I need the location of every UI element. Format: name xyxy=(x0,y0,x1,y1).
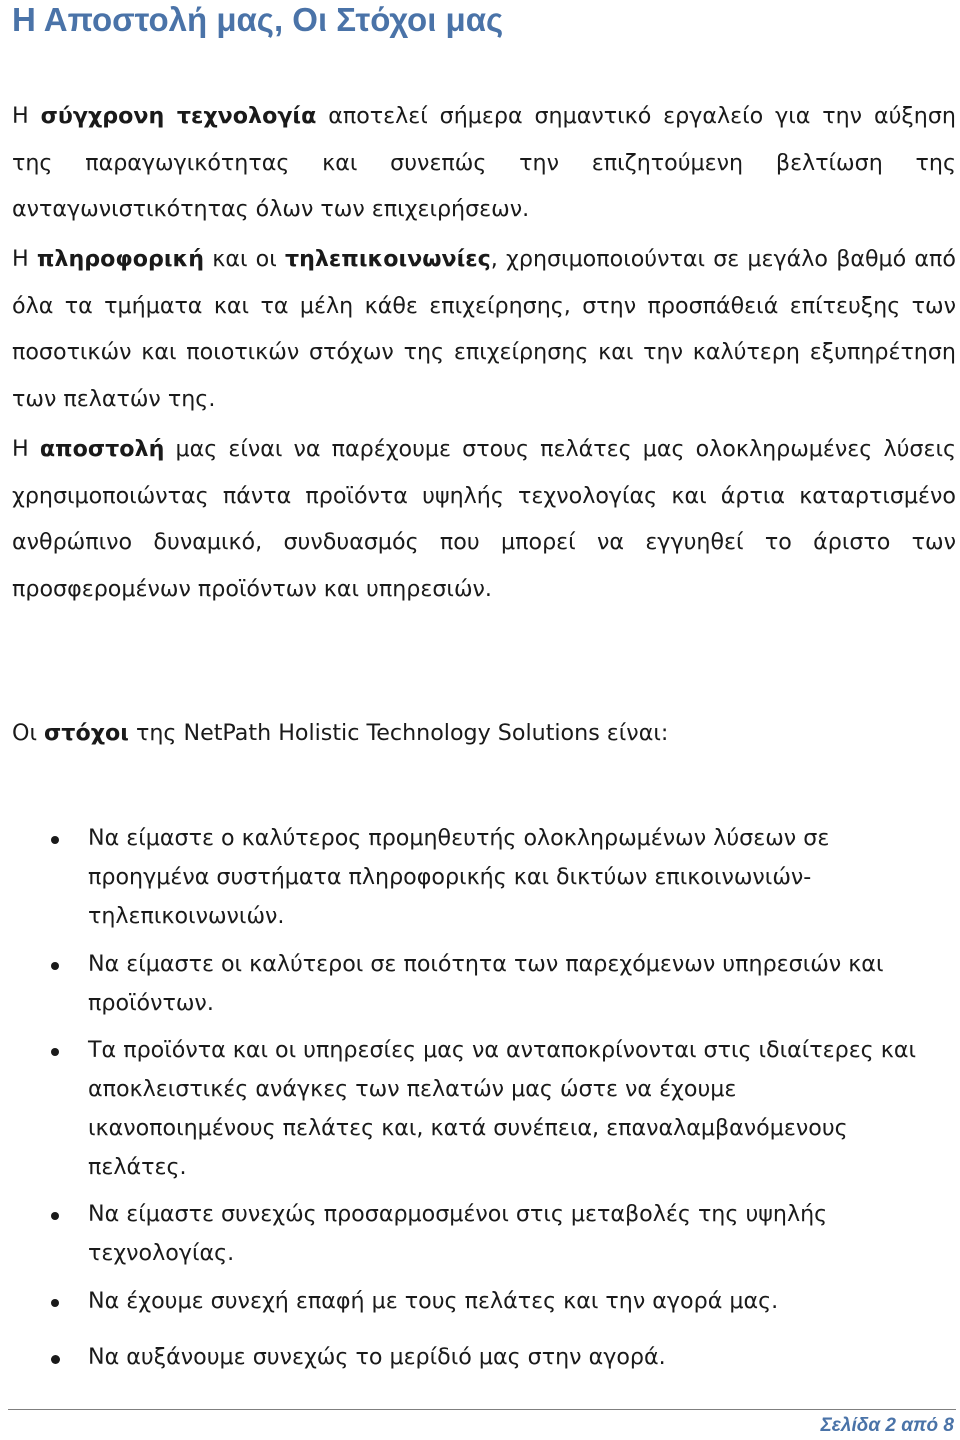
paragraph-text: Η xyxy=(12,436,40,462)
list-item-text: Να αυξάνουμε συνεχώς το μερίδιό μας στην αγορά. xyxy=(88,1344,666,1370)
paragraph-bold-term: αποστολή xyxy=(39,436,165,462)
list-item xyxy=(0,945,960,1023)
paragraph-bold-term: σύγχρονη τεχνολογία xyxy=(40,103,317,129)
paragraph-bold-term: πληροφορική xyxy=(36,246,205,272)
list-item-text: Να είμαστε ο καλύτερος προμηθευτής ολοκληρωμένων λύσεων σε προηγμένα συστήματα πληροφορικής και δικτύων επικοινωνιών-τηλεπικοινωνιών. xyxy=(88,825,830,929)
bullet-icon xyxy=(51,1048,59,1056)
list-item-text: Να έχουμε συνεχή επαφή με τους πελάτες και την αγορά μας. xyxy=(88,1288,779,1314)
paragraph-bold-term: τηλεπικοινωνίες xyxy=(284,246,491,272)
list-item xyxy=(0,1282,960,1321)
paragraph-technology xyxy=(12,93,956,233)
bullet-icon xyxy=(51,836,59,844)
paragraph-text: Η xyxy=(12,103,41,129)
page-number: Σελίδα 2 από 8 xyxy=(820,1415,954,1436)
paragraph-goals-intro xyxy=(12,710,956,757)
paragraph-bold-term: στόχοι xyxy=(44,720,129,746)
paragraph-text: μας είναι να παρέχουμε στους πελάτες μας ολοκληρωμένες λύσεις χρησιμοποιώντας πάντα προϊόντα υψηλής τεχνολογίας και άρτια καταρτισμένο ανθρώπινο δυναμικό, συνδυασμός που μπορεί να εγγυηθεί το άριστο των προσφερομένων προϊόντων και υπηρεσιών. xyxy=(12,436,956,602)
footer-divider xyxy=(8,1409,956,1410)
bullet-icon xyxy=(51,1299,59,1307)
paragraph-text: Οι xyxy=(12,720,45,746)
list-item-text: Να είμαστε οι καλύτεροι σε ποιότητα των παρεχόμενων υπηρεσιών και προϊόντων. xyxy=(88,951,884,1016)
list-item xyxy=(0,819,960,936)
paragraph-text: της NetPath Holistic Technology Solutions είναι: xyxy=(128,720,669,746)
list-item-text: Να είμαστε συνεχώς προσαρμοσμένοι στις μεταβολές της υψηλής τεχνολογίας. xyxy=(88,1201,828,1266)
paragraph-text: αποτελεί σήμερα σημαντικό εργαλείο για την αύξηση της παραγωγικότητας και συνεπώς την επιζητούμενη βελτίωση της ανταγωνιστικότητας όλων των επιχειρήσεων. xyxy=(12,103,956,222)
paragraph-it-telecom xyxy=(12,236,956,422)
bullet-icon xyxy=(51,1212,59,1220)
list-item xyxy=(0,1338,960,1377)
paragraph-text: και οι xyxy=(204,246,285,272)
page-title: Η Αποστολή μας, Οι Στόχοι μας xyxy=(12,1,504,38)
bullet-icon xyxy=(51,962,59,970)
paragraph-text: , χρησιμοποιούνται σε μεγάλο βαθμό από όλα τα τμήματα και τα μέλη κάθε επιχείρησης, στην προσπάθειά επίτευξης των ποσοτικών και ποιοτικών στόχων της επιχείρησης και την καλύτερη εξυπηρέτηση των πελατών της. xyxy=(12,246,956,412)
paragraph-text: Η xyxy=(12,246,37,272)
list-item xyxy=(0,1195,960,1273)
list-item-text: Τα προϊόντα και οι υπηρεσίες μας να ανταποκρίνονται στις ιδιαίτερες και αποκλειστικές ανάγκες των πελατών μας ώστε να έχουμε ικανοποιημένους πελάτες και, κατά συνέπεια, επαναλαμβανόμενους πελάτες. xyxy=(88,1037,916,1180)
bullet-icon xyxy=(51,1355,60,1364)
goals-list xyxy=(0,815,960,1377)
list-item xyxy=(0,1031,960,1187)
paragraph-mission xyxy=(12,426,956,612)
